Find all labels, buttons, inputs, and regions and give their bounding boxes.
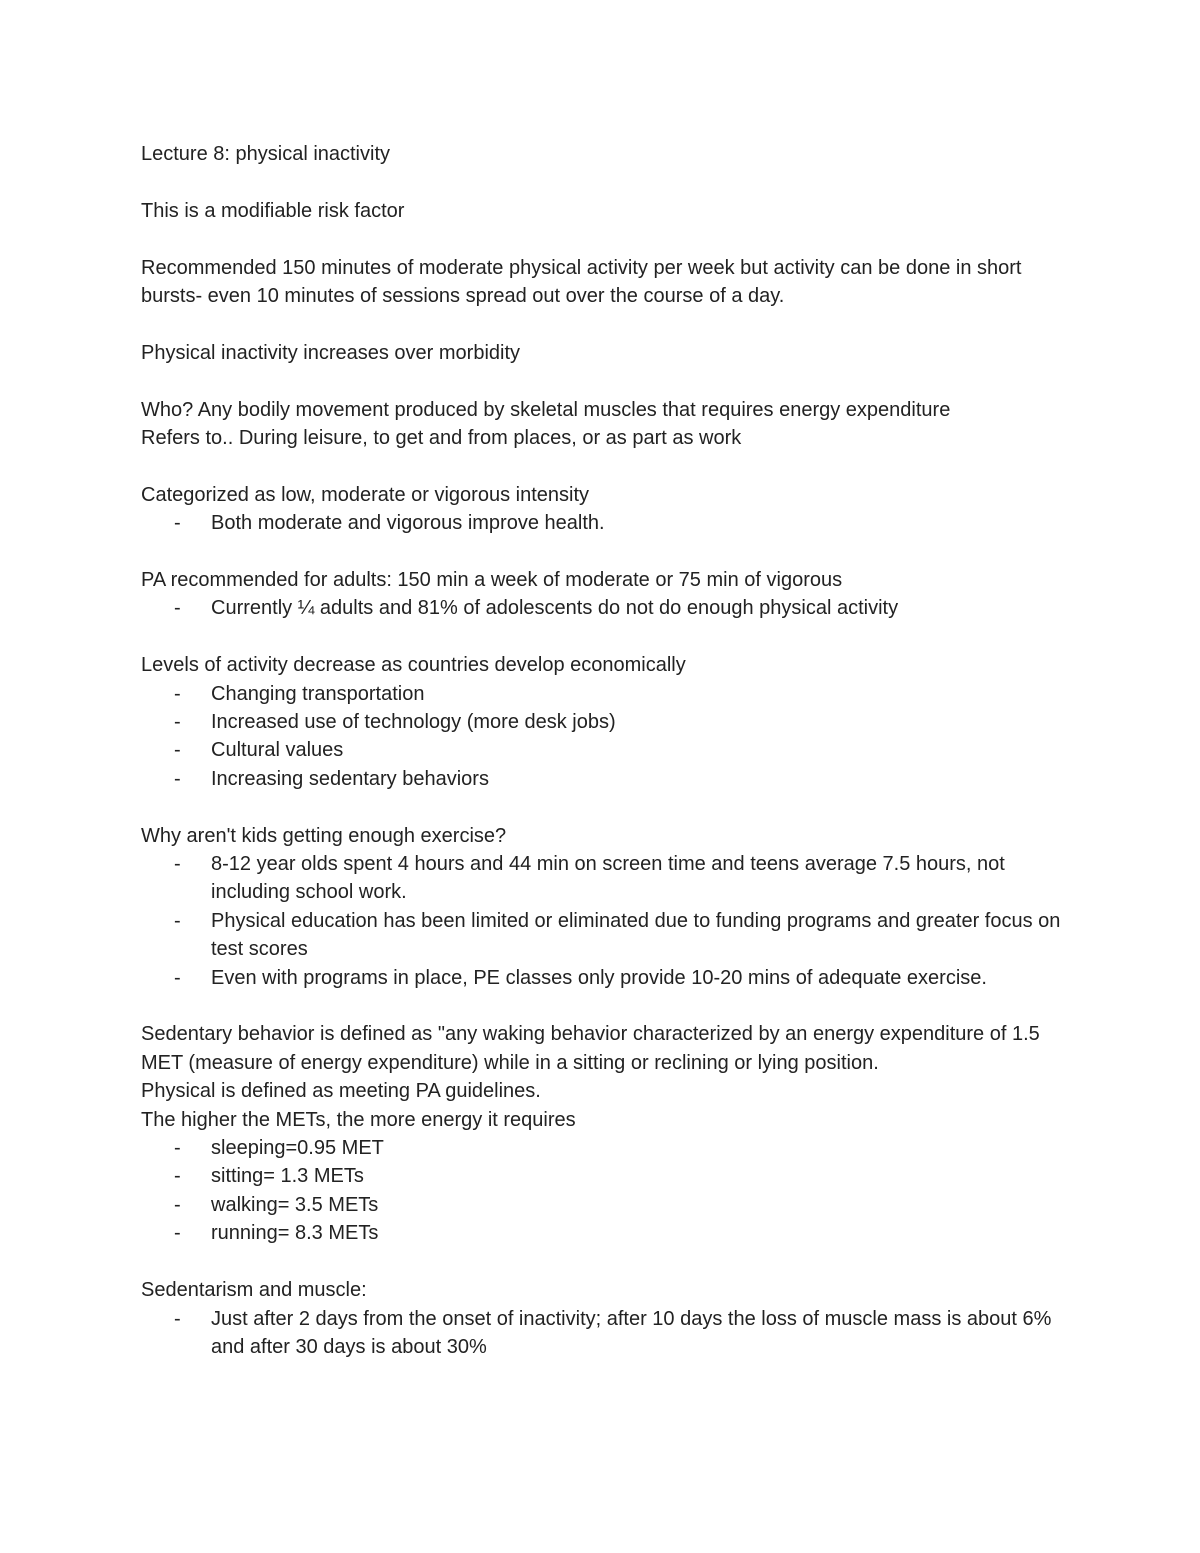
spacer [141, 225, 1071, 253]
list-item [141, 509, 1071, 537]
list-item [141, 765, 1071, 793]
section-heading-sedentarism-muscle: Sedentarism and muscle: [141, 1279, 367, 1302]
dash-bullet: - [174, 682, 181, 705]
list-item [141, 1191, 1071, 1219]
paragraph-refers-to: Refers to.. During leisure, to get and from places, or as part as work [141, 427, 742, 449]
section-heading-kids-exercise: Why aren't kids getting enough exercise? [141, 824, 507, 847]
list-intensity [141, 509, 1071, 537]
section-heading-pa-recommended: PA recommended for adults: 150 min a week of moderate or 75 min of vigorous [141, 569, 843, 591]
spacer [141, 168, 1071, 196]
list-kids-exercise [141, 850, 1071, 992]
list-item-text: Cultural values [211, 739, 344, 762]
spacer [141, 310, 1071, 338]
dash-bullet: - [174, 1307, 181, 1330]
dash-bullet: - [174, 512, 181, 535]
list-item-text: Just after 2 days from the onset of inactivity; after 10 days the loss of muscle mass is about 6% and after 30 days is about 30% [211, 1307, 1052, 1358]
list-item [141, 1134, 1071, 1162]
paragraph-who-definition: Who? Any bodily movement produced by skeletal muscles that requires energy expenditure [141, 398, 951, 421]
list-item-text: sleeping=0.95 MET [211, 1137, 384, 1160]
section-heading-mets: The higher the METs, the more energy it requires [141, 1108, 576, 1131]
paragraph-morbidity: Physical inactivity increases over morbidity [141, 341, 521, 364]
list-item-text: Even with programs in place, PE classes only provide 10-20 mins of adequate exercise. [211, 966, 987, 989]
section-heading-intensity: Categorized as low, moderate or vigorous intensity [141, 483, 590, 506]
spacer [141, 367, 1071, 395]
list-item [141, 594, 1071, 622]
dash-bullet: - [174, 1193, 181, 1216]
list-item-text: Both moderate and vigorous improve health. [211, 512, 605, 535]
document-title: Lecture 8: physical inactivity [141, 143, 391, 165]
list-pa-recommended [141, 594, 1071, 622]
list-item-text: running= 8.3 METs [211, 1222, 379, 1245]
document-page [141, 140, 1071, 1361]
dash-bullet: - [174, 1222, 181, 1245]
spacer [141, 1248, 1071, 1276]
list-item [141, 708, 1071, 736]
list-item-text: walking= 3.5 METs [211, 1193, 379, 1216]
list-sedentarism-muscle [141, 1305, 1071, 1362]
list-item [141, 1219, 1071, 1247]
dash-bullet: - [174, 711, 181, 734]
dash-bullet: - [174, 1137, 181, 1160]
dash-bullet: - [174, 853, 181, 876]
list-item [141, 736, 1071, 764]
list-item-text: sitting= 1.3 METs [211, 1165, 364, 1188]
list-levels-of-activity [141, 680, 1071, 794]
spacer [141, 452, 1071, 480]
list-item-text: Increasing sedentary behaviors [211, 767, 489, 790]
list-item [141, 964, 1071, 992]
dash-bullet: - [174, 597, 181, 620]
list-item-text: 8-12 year olds spent 4 hours and 44 min on screen time and teens average 7.5 hours, not including school work. [211, 853, 1005, 904]
spacer [141, 538, 1071, 566]
list-item [141, 850, 1071, 907]
dash-bullet: - [174, 1165, 181, 1188]
dash-bullet: - [174, 909, 181, 932]
list-item-text: Increased use of technology (more desk jobs) [211, 711, 616, 734]
list-item [141, 1162, 1071, 1190]
list-item [141, 1305, 1071, 1362]
dash-bullet: - [174, 767, 181, 790]
spacer [141, 793, 1071, 821]
section-heading-levels-of-activity: Levels of activity decrease as countries develop economically [141, 654, 686, 677]
list-item-text: Changing transportation [211, 682, 425, 705]
list-item-text: Physical education has been limited or eliminated due to funding programs and greater focus on test scores [211, 909, 1061, 961]
list-item [141, 907, 1071, 964]
paragraph-recommended-minutes: Recommended 150 minutes of moderate physical activity per week but activity can be done in short bursts- even 10 minutes of sessions spread out over the course of a day. [141, 256, 1028, 307]
dash-bullet: - [174, 739, 181, 762]
dash-bullet: - [174, 966, 181, 989]
list-item [141, 680, 1071, 708]
paragraph-physical-definition: Physical is defined as meeting PA guidelines. [141, 1080, 541, 1103]
spacer [141, 623, 1071, 651]
paragraph-sedentary-definition: Sedentary behavior is defined as "any waking behavior characterized by an energy expenditure of 1.5 MET (measure of energy expenditure) while in a sitting or reclining or lying position. [141, 1023, 1046, 1074]
paragraph-modifiable-risk: This is a modifiable risk factor [141, 199, 405, 222]
list-item-text: Currently ¼ adults and 81% of adolescents do not do enough physical activity [211, 597, 899, 620]
spacer [141, 992, 1071, 1020]
list-mets [141, 1134, 1071, 1248]
